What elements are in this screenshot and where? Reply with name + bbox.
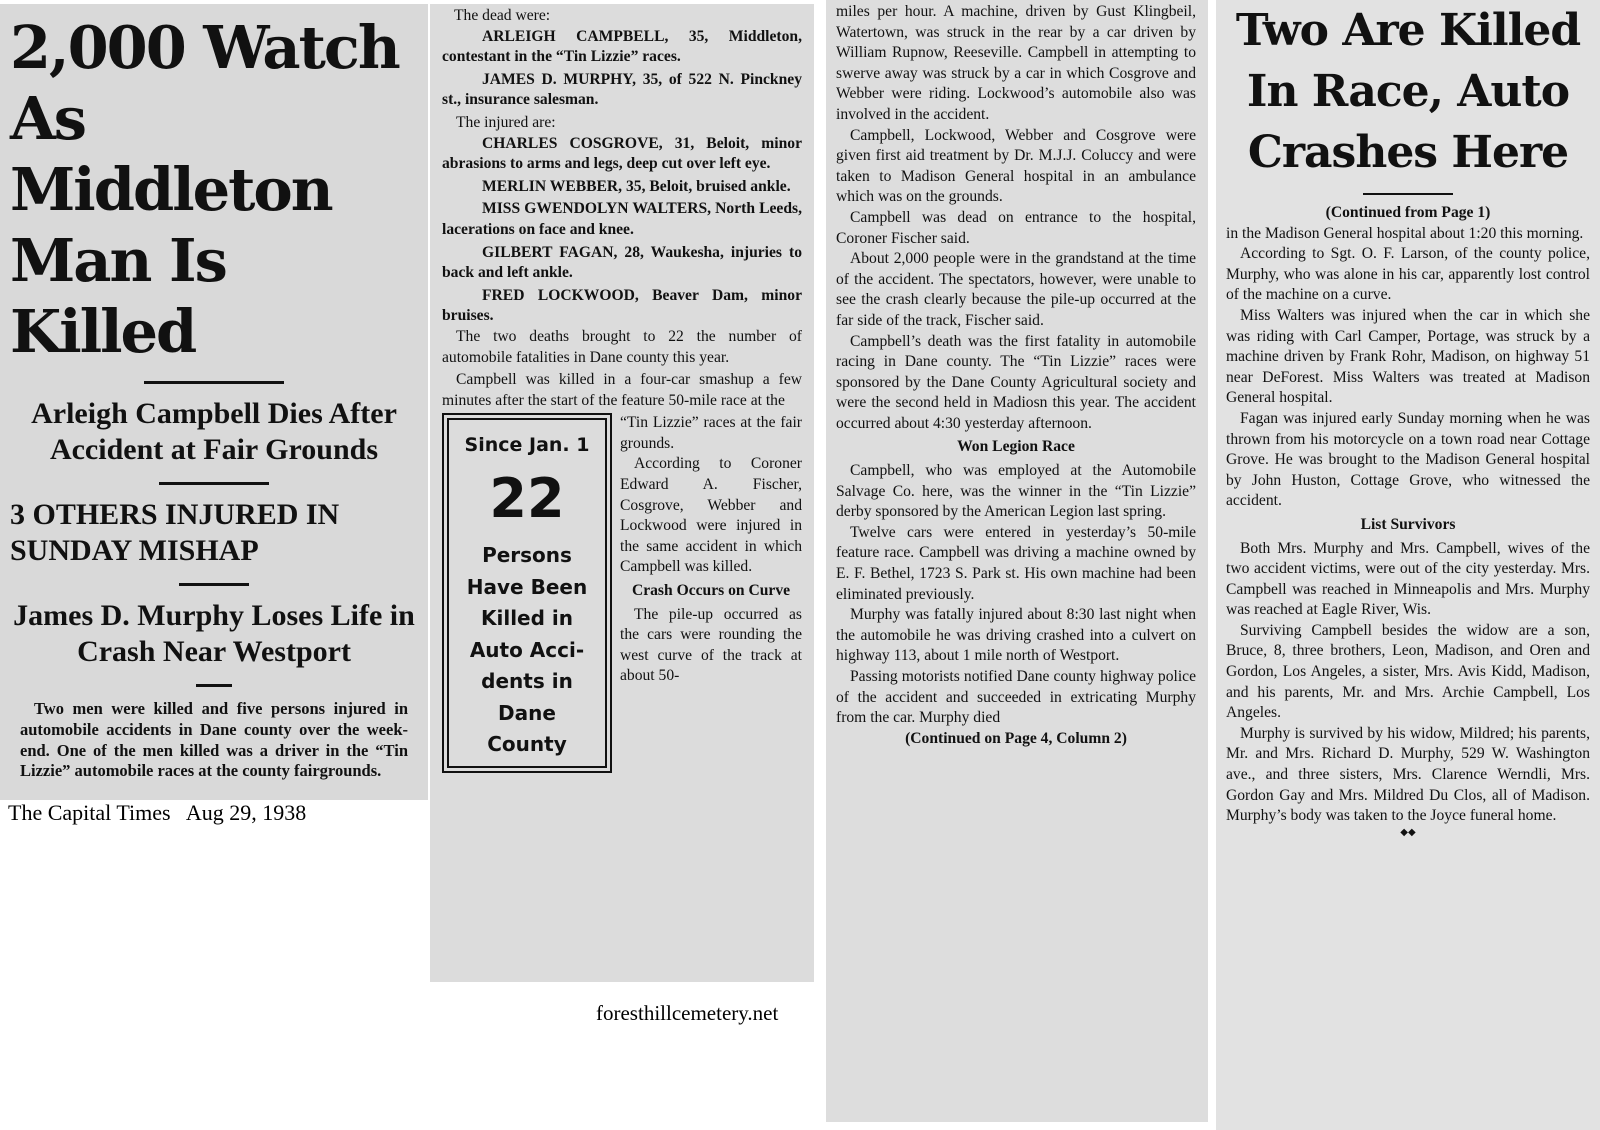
subhead-won-legion: Won Legion Race — [957, 438, 1075, 456]
main-headline: 2,000 Watch As Middleton Man Is Killed — [10, 13, 399, 366]
box-line: Auto Acci- — [469, 637, 585, 662]
body-paragraph: The two deaths brought to 22 the number of automobile fatalities in Dane county this year. — [442, 327, 802, 366]
deck-2: 3 OTHERS INJURED IN SUNDAY MISHAP — [10, 498, 340, 567]
body-paragraph: Campbell was dead on entrance to the hospital, Coroner Fischer said. — [836, 208, 1196, 247]
body-paragraph: Twelve cars were entered in yesterday’s 50-mile feature race. Campbell was driving a machine owned by E. F. Bethel, 1723 S. Park st. His own machine had been eliminated previously. — [836, 523, 1196, 603]
body-paragraph: Murphy is survived by his widow, Mildred; his parents, Mr. and Mrs. Richard D. Murphy, 529 W. Washington ave., and three sisters, Mrs. Clarence Werndli, Mrs. Gordon Gay and Mrs. Mildred Du Clos, all of Madison. Murphy’s body was taken to the Joyce funeral home. — [1226, 724, 1590, 825]
headline-clipping — [0, 4, 428, 800]
middle-column-clipping — [430, 4, 814, 982]
subhead-list-survivors: List Survivors — [1360, 515, 1456, 533]
subhead-crash-curve: Crash Occurs on Curve — [631, 582, 791, 600]
continued-from-line: (Continued from Page 1) — [1325, 204, 1491, 221]
wrap-paragraph: “Tin Lizzie” races at the fair grounds. — [620, 414, 802, 452]
third-column-clipping — [826, 0, 1208, 1122]
divider-rule — [159, 482, 269, 485]
deck-3: James D. Murphy Loses Life in Crash Near Westport — [13, 599, 415, 668]
divider-rule — [144, 381, 284, 384]
continued-headline: Two Are Killed In Race, Auto Crashes Here — [1235, 5, 1581, 178]
body-paragraph: Both Mrs. Murphy and Mrs. Campbell, wives of the two accident victims, were out of the city yesterday. Mrs. Campbell was reached in Minneapolis and Mrs. Murphy was reached at Eagle River, Wis. — [1226, 539, 1590, 619]
divider-rule — [179, 583, 249, 586]
injured-entry: GILBERT FAGAN, 28, Waukesha, injuries to back and left ankle. — [442, 243, 802, 282]
box-line: dents in — [481, 669, 573, 694]
body-paragraph: Murphy was fatally injured about 8:30 last night when the automobile he was driving crashed into a culvert on highway 113, about 1 mile north of Westport. — [836, 606, 1196, 665]
continued-clipping — [1216, 0, 1600, 1130]
dead-intro: The dead were: — [454, 7, 551, 24]
box-line: Persons — [482, 543, 572, 568]
injured-entry: MISS GWENDOLYN WALTERS, North Leeds, lacerations on face and knee. — [442, 200, 802, 238]
dead-entry: ARLEIGH CAMPBELL, 35, Middleton, contestant in the “Tin Lizzie” races. — [442, 27, 802, 66]
caption-source-date: The Capital Times Aug 29, 1938 — [8, 800, 307, 825]
box-line: Have Been — [466, 574, 588, 599]
divider-rule — [196, 684, 232, 687]
end-ornament: ◆◆ — [1400, 826, 1416, 838]
box-line: County — [487, 732, 567, 757]
wrap-paragraph: According to Coroner Edward A. Fischer, Cosgrove, Webber and Lockwood were injured in the same accident in which Campbell was killed. — [620, 455, 802, 576]
body-paragraph: Campbell, who was employed at the Automobile Salvage Co. here, was the winner in the “Tin Lizzie” derby sponsored by the American Legion last spring. — [836, 462, 1196, 521]
body-paragraph: About 2,000 people were in the grandstand at the time of the accident. The spectators, however, were unable to see the crash clearly because the pile-up occurred at the far side of the track, Fischer said. — [836, 250, 1196, 329]
box-line: Killed in — [480, 606, 573, 631]
body-paragraph: Passing motorists notified Dane county highway police of the accident and succeeded in extricating Murphy from the car. Murphy died — [836, 668, 1196, 727]
caption-website: foresthillcemetery.net — [596, 1001, 779, 1025]
box-line: Dane — [498, 700, 556, 725]
body-paragraph: Campbell, Lockwood, Webber and Cosgrove were given first aid treatment by Dr. M.J.J. Coluccy and were taken to Madison General hospital in an ambulance which was on the grounds. — [836, 126, 1196, 206]
divider-rule — [1363, 193, 1453, 195]
jump-line: (Continued on Page 4, Column 2) — [905, 729, 1127, 747]
body-paragraph: Campbell’s death was the first fatality in automobile racing in Dane county. The “Tin Lizzie” races were sponsored by the Dane County Agricultural society and were the second held in Madiosn this year. The accident occurred about 4:30 yesterday afternoon. — [836, 332, 1196, 432]
deck-1: Arleigh Campbell Dies After Accident at Fair Grounds — [31, 397, 397, 466]
body-paragraph: in the Madison General hospital about 1:20 this morning. — [1226, 224, 1584, 242]
injured-entry: FRED LOCKWOOD, Beaver Dam, minor bruises. — [442, 286, 802, 325]
injured-intro: The injured are: — [456, 113, 556, 131]
body-paragraph: miles per hour. A machine, driven by Gust Klingbeil, Watertown, was struck in the rear by a car driven by William Rupnow, Reeseville. Campbell in attempting to swerve away was struck by a car in which Cosgrove and Webber were riding. Lockwood’s automobile also was involved in the accident. — [836, 3, 1196, 123]
body-paragraph: Miss Walters was injured when the car in which she was riding with Carl Camper, Portage, was struck by a machine driven by Frank Rohr, Madison, on highway 51 near DeForest. Miss Walters was treated at Madison General hospital. — [1226, 306, 1590, 407]
injured-entry: MERLIN WEBBER, 35, Beloit, bruised ankle. — [482, 177, 791, 195]
body-paragraph: Surviving Campbell besides the widow are a son, Bruce, 8, three brothers, Leon, Madison, and Oren and Gordon, Los Angeles, a sister, Mrs. Avis Kidd, Madison, and his parents, Mr. and Mrs. Archie Campbell, Los Angeles. — [1226, 621, 1590, 722]
box-since-line: Since Jan. 1 — [464, 434, 590, 457]
body-paragraph: According to Sgt. O. F. Larson, of the county police, Murphy, who was alone in his car, apparently lost control of the machine on a curve. — [1226, 245, 1590, 304]
box-number: 22 — [489, 467, 565, 531]
wrap-paragraph: The pile-up occurred as the cars were rounding the west curve of the track at about 50- — [620, 605, 802, 685]
body-paragraph: Campbell was killed in a four-car smashup a few minutes after the start of the feature 50-mile race at the — [442, 371, 802, 409]
lead-paragraph: Two men were killed and five persons injured in automobile accidents in Dane county over the week-end. One of the men killed was a driver in the “Tin Lizzie” automobile races at the county fairgrounds. — [20, 699, 408, 781]
dead-entry: JAMES D. MURPHY, 35, of 522 N. Pinckney st., insurance salesman. — [442, 70, 802, 109]
injured-entry: CHARLES COSGROVE, 31, Beloit, minor abrasions to arms and legs, deep cut over left eye. — [442, 134, 802, 173]
since-jan-box — [442, 413, 612, 773]
body-paragraph: Fagan was injured early Sunday morning when he was thrown from his motorcycle on a town road near Cottage Grove. He was brought to the Madison General hospital by John Huston, Cottage Grove, who witnessed the accident. — [1226, 409, 1590, 510]
